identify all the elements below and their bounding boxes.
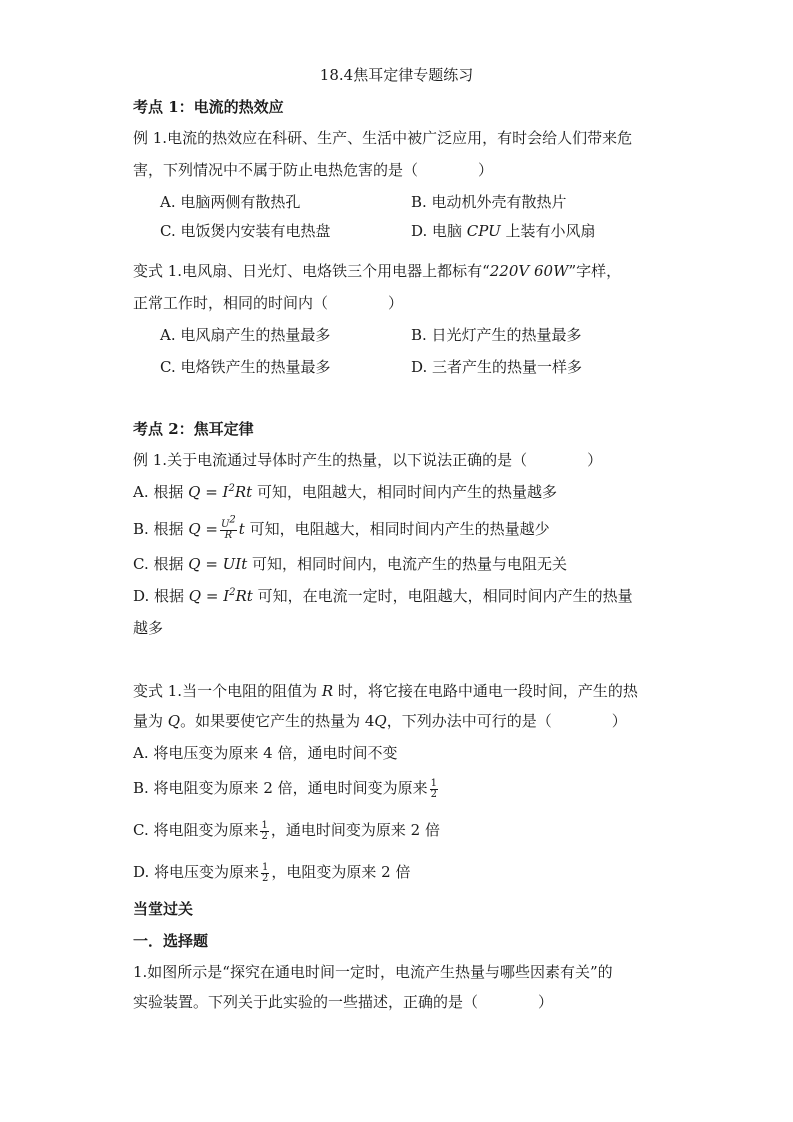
section2-heading: 考点 2：焦耳定律 xyxy=(133,420,254,438)
formula-i2rt: $Q = I^2Rt$ xyxy=(188,483,253,501)
s1-variant1-option-d: D. 三者产生的热量一样多 xyxy=(411,358,583,376)
q1-line2: 实验装置。下列关于此实验的一些描述，正确的是（ ） xyxy=(133,993,554,1011)
s2-example1-stem: 例 1.关于电流通过导体时产生的热量，以下说法正确的是（ ） xyxy=(133,451,603,469)
section1-heading: 考点 1：电流的热效应 xyxy=(133,98,284,116)
s1-variant1-option-c: C. 电烙铁产生的热量最多 xyxy=(160,358,331,376)
s1-example1-option-c: C. 电饭煲内安装有电热盘 xyxy=(160,222,331,240)
s2-example1-option-d-line2: 越多 xyxy=(133,619,164,637)
s1-example1-option-a: A. 电脑两侧有散热孔 xyxy=(160,193,301,211)
s1-variant1-option-a: A. 电风扇产生的热量最多 xyxy=(160,326,331,344)
s2-example1-option-b: B. 根据 Q = $\frac{U^2}{R}$ t 可知，电阻越大，相同时间内产生的热量越少 xyxy=(133,514,550,541)
fraction-one-half: $\frac{1}{2}$ xyxy=(261,819,268,842)
s2-variant1-line1: 变式 1.当一个电阻的阻值为 R 时，将它接在电路中通电一段时间，产生的热 xyxy=(133,682,638,700)
s2-variant1-option-a: A. 将电压变为原来 4 倍，通电时间不变 xyxy=(133,744,398,762)
page-title: 18.4焦耳定律专题练习 xyxy=(319,66,474,84)
s2-example1-option-a: A. 根据 $Q = I^2Rt$ 可知，电阻越大，相同时间内产生的热量越多 xyxy=(133,483,557,501)
fraction-one-half: $\frac{1}{2}$ xyxy=(430,777,438,800)
s2-example1-option-c: C. 根据 Q = UIt 可知，相同时间内，电流产生的热量与电阻无关 xyxy=(133,555,568,573)
section3-heading: 当堂过关 xyxy=(133,900,194,918)
s1-example1-option-d: D. 电脑 CPU 上装有小风扇 xyxy=(411,222,596,240)
s1-example1-line1: 例 1.电流的热效应在科研、生产、生活中被广泛应用，有时会给人们带来危 xyxy=(133,129,633,147)
s1-variant1-line2: 正常工作时，相同的时间内（ ） xyxy=(133,294,404,312)
s2-variant1-line2: 量为 Q。如果要使它产生的热量为 4Q，下列办法中可行的是（ ） xyxy=(133,712,627,730)
s1-variant1-line1: 变式 1.电风扇、日光灯、电烙铁三个用电器上都标有“220V 60W”字样， xyxy=(133,262,622,280)
formula-i2rt-2: $Q = I^2Rt$ xyxy=(188,587,253,605)
s2-example1-option-d: D. 根据 $Q = I^2Rt$ 可知，在电流一定时，电阻越大，相同时间内产生的热量 xyxy=(133,587,633,605)
formula-u2-over-r: Q = $\frac{U^2}{R}$ t xyxy=(188,514,245,541)
s2-variant1-option-c: C. 将电阻变为原来 $\frac{1}{2}$ ，通电时间变为原来 2 倍 xyxy=(133,819,440,842)
section3-subheading: 一．选择题 xyxy=(133,932,209,950)
s2-variant1-option-d: D. 将电压变为原来 $\frac{1}{2}$ ，电阻变为原来 2 倍 xyxy=(133,861,411,884)
s2-variant1-option-b: B. 将电阻变为原来 2 倍，通电时间变为原来 $\frac{1}{2}$ xyxy=(133,777,438,800)
s1-example1-option-b: B. 电动机外壳有散热片 xyxy=(411,193,567,211)
s1-example1-line2: 害，下列情况中不属于防止电热危害的是（ ） xyxy=(133,161,494,179)
fraction-one-half: $\frac{1}{2}$ xyxy=(262,861,269,884)
s1-variant1-option-b: B. 日光灯产生的热量最多 xyxy=(411,326,582,344)
q1-line1: 1.如图所示是“探究在通电时间一定时，电流产生热量与哪些因素有关”的 xyxy=(133,963,613,981)
